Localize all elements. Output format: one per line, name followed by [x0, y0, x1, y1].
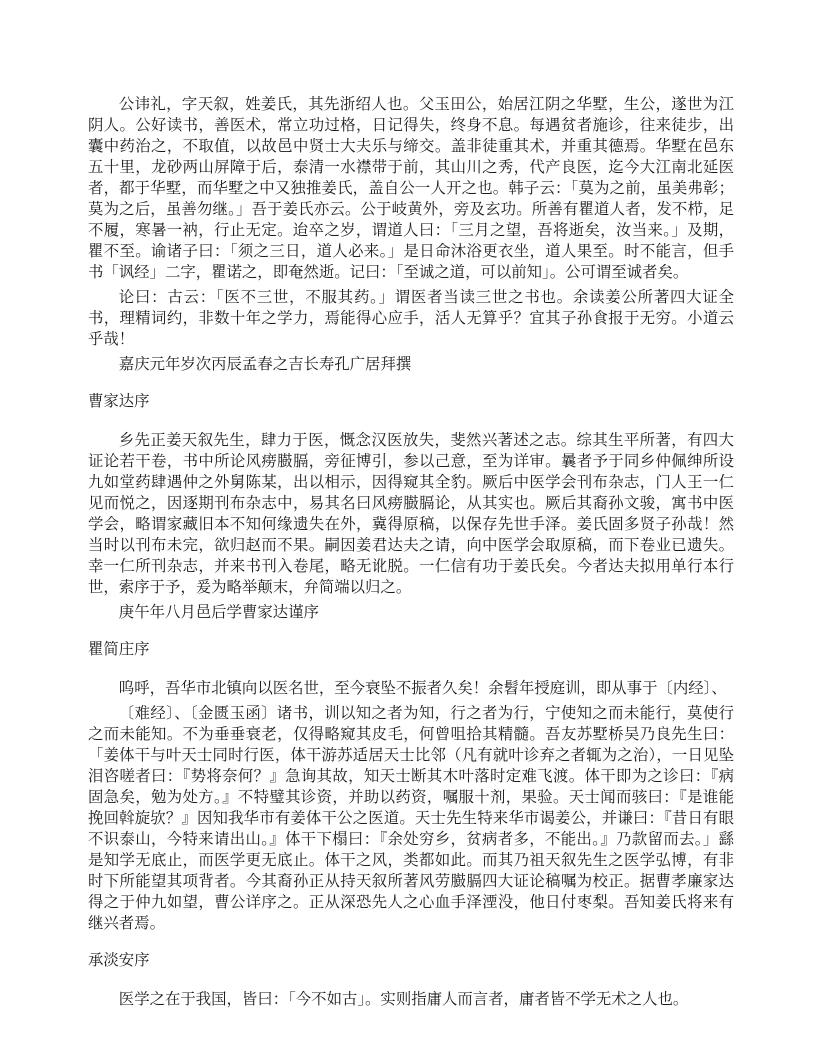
signature-line-kong: 嘉庆元年岁次丙辰孟春之吉长寿孔广居拜撰	[118, 356, 412, 373]
section-heading-cheng-preface: 承淡安序	[88, 952, 150, 969]
signature-line-cao: 庚午年八月邑后学曹家达谨序	[118, 604, 319, 621]
body-paragraph-kong-comment: 论曰：古云：「医不三世，不服其药。」谓医者当读三世之书也。余读姜公所著四大证全书，理精词约，非数十年之学力，焉能得心应手，活人无算乎？宜其子孙食报于无穷。小道云乎哉！	[88, 289, 734, 348]
section-heading-cao-preface: 曹家达序	[88, 393, 150, 410]
body-paragraph-qu-main: 〔难经〕、〔金匮玉函〕诸书，训以知之者为知，行之者为行，宁使知之而未能行，莫使行之而未能知。不为垂垂衰老，仅得略窥其皮毛，何曾咀拾其精髓。吾友苏墅桥吴乃良先生曰：「姜体干与叶天士同时行医，体干游苏适居天士比邻（凡有就叶诊弃之者辄为之治），一日见坠泪咨嗟者曰：『势将奈何？』急询其故，知天士断其木叶落时定难飞渡。体干即为之诊曰：『病固急矣，勉为处方。』不特璧其诊资，并助以药资，嘱服十剂，果验。天士闻而骇曰：『是谁能挽回斡旋欤？』因知我华市有姜体干公之医道。天士先生特来华市谒姜公，并谦曰：『昔日有眼不识泰山，今特来请出山。』体干下榻曰：『余处穷乡，贫病者多，不能出。』乃款留而去。」繇是知学无底止，而医学更无底止。体干之风，类都如此。而其乃祖天叙先生之医学弘博，有非时下所能望其项背者。今其裔孙正从持天叙所著风劳臌膈四大证论稿嘱为校正。据曹孝廉家达得之于仲九如望，曹公详序之。正从深恐先人之心血手泽湮没，他日付枣梨。吾知姜氏将来有继兴者焉。	[88, 705, 734, 932]
body-paragraph-cheng: 医学之在于我国，皆曰：「今不如古」。实则指庸人而言者，庸者皆不学无术之人也。	[118, 991, 689, 1008]
body-paragraph-cao: 乡先正姜天叙先生，肆力于医，慨念汉医放失，斐然兴著述之志。综其生平所著，有四大证论若干卷，书中所论风痨臌膈，旁征博引，参以己意，至为详审。曩者予于同乡仲佩绅所设九如堂药肆遇仲之外舅陈某，出以相示，因得窥其全豹。厥后中医学会刊布杂志，门人王一仁见而悦之，因逐期刊布杂志中，易其名曰风痨臌膈论，从其实也。厥后其裔孙文骏，寓书中医学会，略谓家藏旧本不知何缘遗失在外，冀得原稿，以保存先世手泽。姜氏固多贤子孙哉！然当时以刊布未完，欲归赵而不果。嗣因姜君达夫之请，向中医学会取原稿，而下卷业已遗失。幸一仁所刊杂志，并来书刊入卷尾，略无讹脱。一仁信有功于姜氏矣。今者达夫拟用单行本行世，索序于予，爰为略举颠末，弁简端以归之。	[88, 432, 734, 596]
body-paragraph-kong-biography: 公讳礼，字天叙，姓姜氏，其先浙绍人也。父玉田公，始居江阴之华墅，生公，遂世为江阴人。公好读书，善医术，常立功过格，日记得失，终身不息。每遇贫者施诊，往来徒步，出囊中药治之，不取值，以故邑中贤士大夫乐与缔交。盖非徒重其术，并重其德焉。华墅在邑东五十里，龙砂两山屏障于后，泰清一水襟带于前，其山川之秀，代产良医，迄今大江南北延医者，都于华墅，而华墅之中又独推姜氏，盖自公一人开之也。韩子云：「莫为之前，虽美弗彰；莫为之后，虽善勿继。」吾于姜氏亦云。公于岐黄外，旁及玄功。所善有瞿道人者，发不栉，足不履，寒暑一衲，行止无定。迨卒之岁，谓道人曰：「三月之望，吾将逝矣，汝当来。」及期，瞿不至。谕诸子曰：「须之三日，道人必来。」是日命沐浴更衣坐，道人果至。时不能言，但手书「讽经」二字，瞿诺之，即奄然逝。记曰：「至诚之道，可以前知」。公可谓至诚者矣。	[88, 96, 734, 281]
body-paragraph-qu-intro: 呜呼，吾华市北镇向以医名世，至今衰坠不振者久矣！余髫年授庭训，即从事于〔内经〕、	[118, 680, 727, 697]
section-heading-qu-preface: 瞿简庄序	[88, 641, 150, 658]
